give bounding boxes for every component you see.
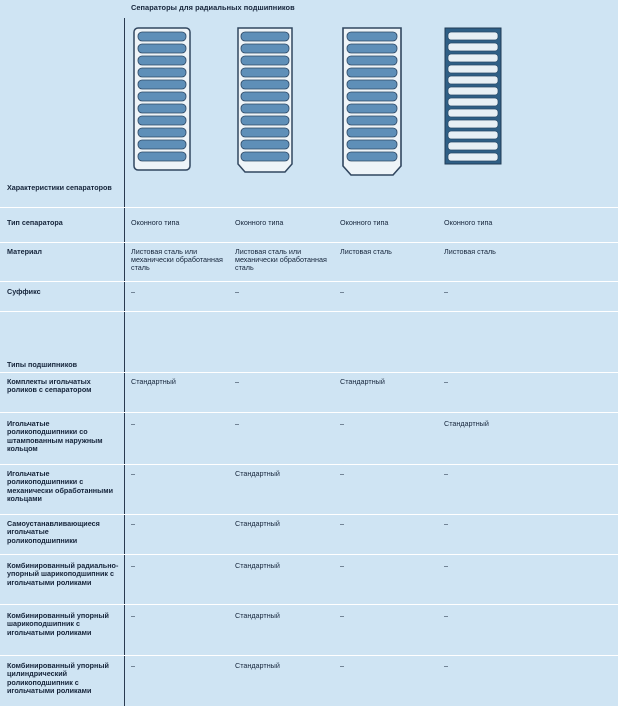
divider [0,514,618,515]
row-label: Самоустанавливающиеся игольчатые роликоподшипники [7,519,100,545]
divider [0,207,618,208]
table-cell: Стандартный [340,377,385,386]
table-cell: – [131,561,135,570]
table-cell: Листовая сталь [444,247,496,256]
divider [0,281,618,282]
section-characteristics-label: Характеристики сепараторов [7,183,112,192]
row-label: Комбинированный упорный шарикоподшипник с игольчатыми роликами [7,611,109,637]
divider [0,412,618,413]
table-cell: – [235,287,239,296]
table-cell: – [444,519,448,528]
table-cell: Стандартный [235,469,280,478]
table-cell: – [340,561,344,570]
table-cell: Стандартный [235,561,280,570]
cage-window-type-icon [340,26,404,178]
table-cell: – [340,661,344,670]
table-cell: – [444,287,448,296]
row-label: Комбинированный упорный цилиндрический роликоподшипник с игольчатыми роликами [7,661,109,696]
divider [0,242,618,243]
section-bearing-types-label: Типы подшипников [7,360,78,369]
table-cell: – [340,611,344,620]
table-cell: Оконного типа [340,218,389,227]
divider [0,372,618,373]
table-cell: – [340,519,344,528]
table-cell: – [340,287,344,296]
table-cell: Стандартный [444,419,489,428]
table-cell: – [444,469,448,478]
row-label: Суффикс [7,287,41,296]
table-cell: Оконного типа [235,218,284,227]
divider [0,554,618,555]
divider [0,604,618,605]
table-cell: Оконного типа [131,218,180,227]
table-cell: Стандартный [235,661,280,670]
table-cell: – [444,377,448,386]
table-cell: – [131,661,135,670]
divider [0,311,618,312]
table-cell: – [340,469,344,478]
table-cell: – [444,561,448,570]
table-cell: Стандартный [235,519,280,528]
table-cell: Стандартный [131,377,176,386]
row-label: Игольчатые роликоподшипники со штампованным наружным кольцом [7,419,103,454]
table-cell: Стандартный [235,611,280,620]
table-cell: Оконного типа [444,218,493,227]
divider [0,655,618,656]
table-cell: – [131,419,135,428]
column-divider [124,18,125,706]
table-cell: Листовая сталь [340,247,392,256]
row-label: Комплекты игольчатых роликов с сепаратором [7,377,92,395]
cage-window-type-icon [133,26,191,172]
table-cell: – [131,611,135,620]
table-cell: Листовая сталь или механически обработанная сталь [235,247,327,273]
table-cell: – [235,377,239,386]
cage-window-type-icon [236,26,294,176]
row-label: Тип сепаратора [7,218,63,227]
table-cell: – [131,287,135,296]
table-cell: – [444,661,448,670]
table-cell: – [131,469,135,478]
table-cell: – [131,519,135,528]
row-label: Материал [7,247,42,256]
table-cell: – [444,611,448,620]
table-cell: Листовая сталь или механически обработанная сталь [131,247,223,273]
cage-window-type-icon [444,26,502,166]
table-cell: – [235,419,239,428]
page-title: Сепараторы для радиальных подшипников [131,3,295,12]
row-label: Игольчатые роликоподшипники с механически обработанными кольцами [7,469,114,504]
row-label: Комбинированный радиально-упорный шарикоподшипник с игольчатыми роликами [7,561,119,587]
table-cell: – [340,419,344,428]
divider [0,464,618,465]
